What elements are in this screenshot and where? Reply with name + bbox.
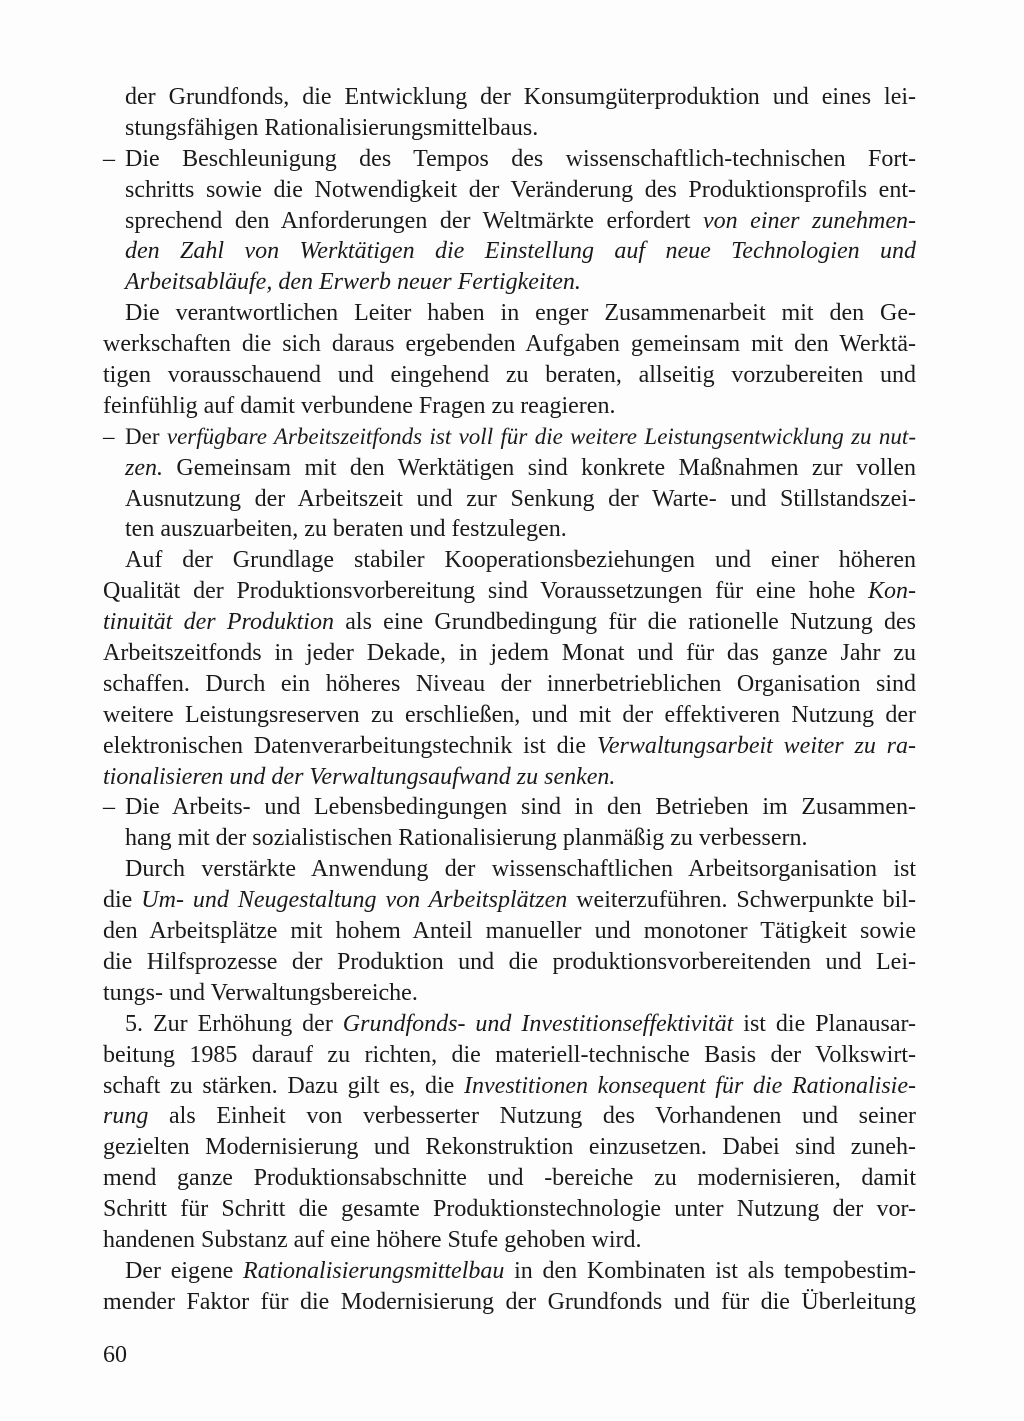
text-run: Schritt für Schritt die gesamte Produktionstechnologie unter Nutzung der vor- [103,1196,916,1223]
text-line [103,236,916,267]
page-number: 60 [103,1342,127,1368]
emphasized-text: rung [103,1103,149,1130]
text-line [103,576,916,607]
text-run: handenen Substanz auf eine höhere Stufe gehoben wird. [103,1226,642,1253]
text-run: ten auszuarbeiten, zu beraten und festzulegen. [125,516,567,543]
text-line [103,175,916,206]
text-line [103,1287,916,1318]
text-run: Die Arbeits- und Lebensbedingungen sind in den Betrieben im Zusammen- [125,794,916,821]
text-run: die Hilfsprozesse der Produktion und die produktionsvorbereitenden und Lei- [103,948,916,975]
text-run: Arbeitszeitfonds in jeder Dekade, in jedem Monat und für das ganze Jahr zu [103,640,916,667]
text-run: Gemeinsam mit den Werktätigen sind konkrete Maßnahmen zur vollen [163,454,916,481]
text-run: die [103,887,142,914]
text-line [103,978,916,1009]
text-run: gezielten Modernisierung und Rekonstruktion einzusetzen. Dabei sind zuneh- [103,1134,916,1161]
text-run: Durch verstärkte Anwendung der wissenschaftlichen Arbeitsorganisation ist [125,856,916,883]
text-run: weitere Leistungsreserven zu erschließen, und mit der effektiveren Nutzung der [103,701,916,728]
text-run: hang mit der sozialistischen Rationalisierung planmäßig zu verbessern. [125,825,808,852]
text-run: als eine Grundbedingung für die rationelle Nutzung des [333,609,916,636]
emphasized-text: tionalisieren und der Verwaltungsaufwand zu senken. [103,763,616,790]
text-run: sprechend den Anforderungen der Weltmärkte erfordert [125,207,703,234]
text-run: Der eigene [125,1257,244,1284]
text-run: beitung 1985 darauf zu richten, die materiell-technische Basis der Volkswirt- [103,1041,916,1068]
text-line [103,1225,916,1256]
emphasized-text: Arbeitsabläufe, den Erwerb neuer Fertigkeiten. [125,269,581,296]
text-run: werkschaften die sich daraus ergebenden Aufgaben gemeinsam mit den Werktä- [103,331,916,358]
text-run: Der [125,423,167,449]
text-line [103,1101,916,1132]
text-run: Ausnutzung der Arbeitszeit und zur Senkung der Warte- und Stillstandszei- [125,485,916,512]
text-line [103,823,916,854]
text-line [103,947,916,978]
text-line [103,1071,916,1102]
dash-bullet: – [103,145,115,172]
text-line [103,700,916,731]
text-run: Die verantwortlichen Leiter haben in enger Zusammenarbeit mit den Ge- [125,300,916,327]
text-run: Auf der Grundlage stabiler Kooperationsbeziehungen und einer höheren [125,547,916,574]
text-run: schaffen. Durch ein höheres Niveau der innerbetrieblichen Organisation sind [103,670,916,697]
text-run: den Arbeitsplätze mit hohem Anteil manueller und monotoner Tätigkeit sowie [103,918,916,945]
text-line [103,329,916,360]
text-run: mend ganze Produktionsabschnitte und -bereiche zu modernisieren, damit [103,1165,916,1192]
text-line [103,1132,916,1163]
text-line [103,1040,916,1071]
text-line [103,360,916,391]
text-run: 5. Zur Erhöhung der [125,1010,343,1037]
text-run: der Grundfonds, die Entwicklung der Konsumgüterproduktion und eines lei- [125,84,916,110]
text-line [103,731,916,762]
emphasized-text: tinuität der Produktion [103,609,334,636]
emphasized-text: von einer zunehmen- [702,207,916,234]
emphasized-text: verfügbare Arbeitszeitfonds ist voll für die weitere Leistungsentwicklung zu nut- [166,423,916,449]
text-line [103,298,916,329]
text-line [103,916,916,947]
text-line [103,762,916,793]
text-line [103,484,916,515]
emphasized-text: zen. [125,454,163,481]
text-line [103,422,916,453]
emphasized-text: Investitionen konsequent für die Rationalisie- [464,1072,916,1099]
text-run: schritts sowie die Notwendigkeit der Veränderung des Produktionsprofils ent- [125,176,916,203]
text-line [103,792,916,823]
text-line [103,854,916,885]
text-run: feinfühlig auf damit verbundene Fragen zu reagieren. [103,392,616,419]
text-run: ist die Planausar- [733,1010,917,1037]
dash-bullet: – [103,794,115,821]
text-line [103,1194,916,1225]
text-run: mender Faktor für die Modernisierung der Grundfonds und für die Überleitung [103,1288,916,1315]
text-line [103,514,916,545]
text-line [103,206,916,237]
text-line [103,1009,916,1040]
text-line [103,1163,916,1194]
emphasized-text: den Zahl von Werktätigen die Einstellung auf neue Technologien und [125,238,916,265]
text-line [103,669,916,700]
text-run: tigen vorausschauend und eingehend zu beraten, allseitig vorzubereiten und [103,362,916,389]
emphasized-text: Um- und Neugestaltung von Arbeitsplätzen [141,887,568,914]
text-run: in den Kombinaten ist als tempobestim- [504,1257,916,1284]
dash-bullet: – [103,423,115,449]
emphasized-text: Grundfonds- und Investitionseffektivität [342,1010,734,1037]
emphasized-text: Verwaltungsarbeit weiter zu ra- [596,732,916,759]
text-line [103,545,916,576]
text-line [103,267,916,298]
text-run: Qualität der Produktionsvorbereitung sind Voraussetzungen für eine hohe [103,578,868,605]
text-line [103,1256,916,1287]
text-run: weiterzuführen. Schwerpunkte bil- [567,887,916,914]
emphasized-text: Kon- [868,578,916,605]
text-run: elektronischen Datenverarbeitungstechnik ist die [103,732,597,759]
body-text [103,82,916,1318]
text-line [103,144,916,175]
text-line [103,82,916,113]
text-run: als Einheit von verbesserter Nutzung des Vorhandenen und seiner [148,1103,916,1130]
text-line [103,391,916,422]
text-line [103,453,916,484]
text-line [103,113,916,144]
text-run: schaft zu stärken. Dazu gilt es, die [103,1072,465,1099]
text-line [103,638,916,669]
emphasized-text: Rationalisierungsmittelbau [243,1257,505,1284]
text-line [103,607,916,638]
text-run: tungs- und Verwaltungsbereiche. [103,979,418,1006]
text-run: stungsfähigen Rationalisierungsmittelbaus. [125,114,539,141]
text-line [103,885,916,916]
text-run: Die Beschleunigung des Tempos des wissenschaftlich-technischen Fort- [125,145,916,172]
